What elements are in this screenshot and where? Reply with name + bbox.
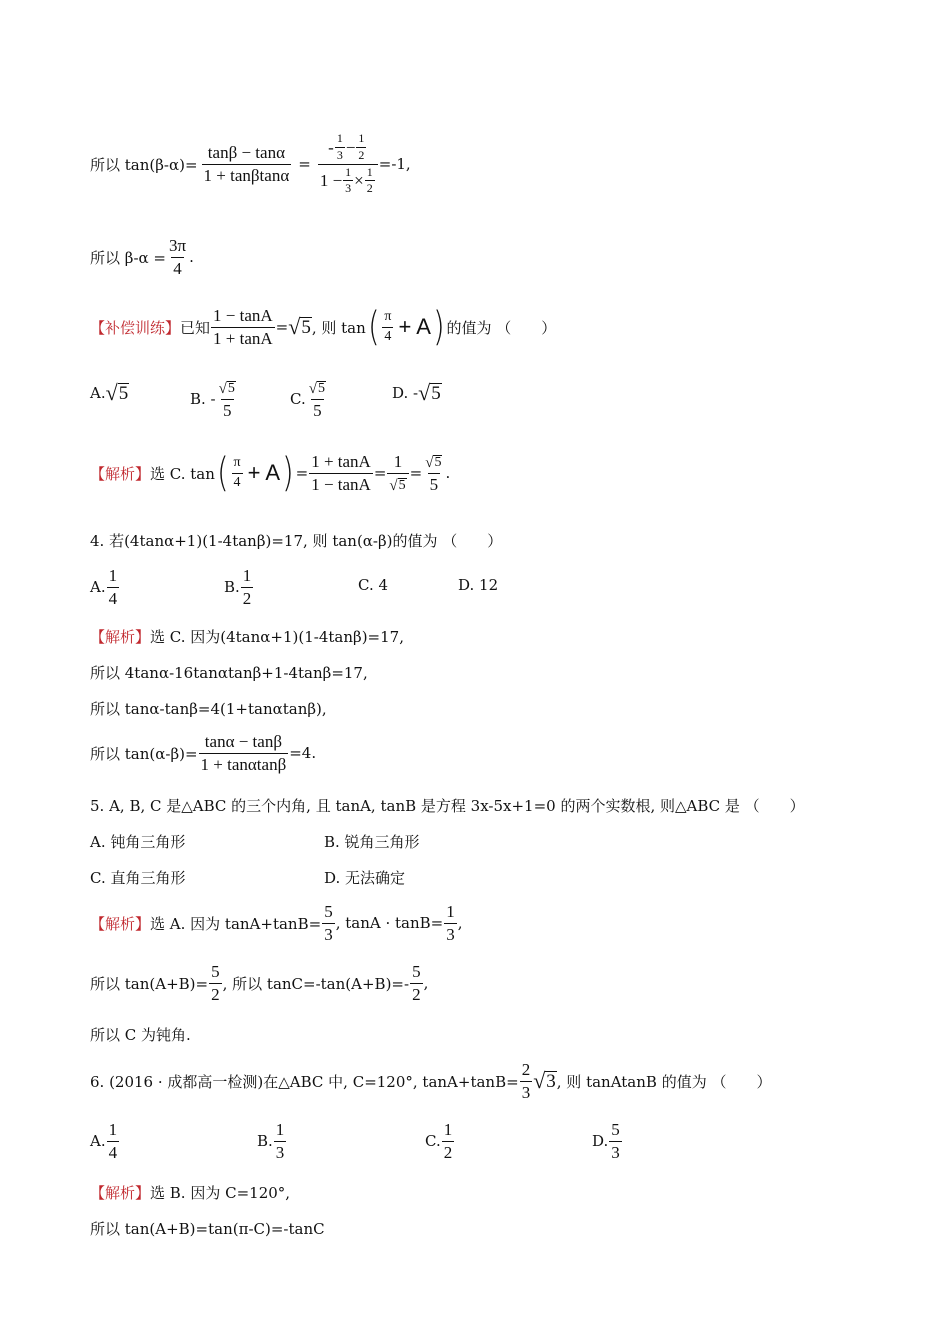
q6-option-a	[90, 1120, 120, 1162]
equals-sign: =	[373, 464, 387, 483]
fraction-denominator: 4	[108, 588, 118, 608]
plus-a: + A	[247, 460, 281, 486]
fraction-denominator: 5	[313, 400, 322, 420]
fraction-denominator: 3	[446, 924, 455, 944]
radicand: 3	[546, 1071, 556, 1093]
q6-option-d	[592, 1120, 623, 1162]
q5-solution-line-1	[90, 902, 463, 944]
option-text: D. 无法确定	[324, 869, 406, 887]
question-6	[90, 1060, 771, 1102]
solution-text: 所以 C 为钝角.	[90, 1026, 191, 1044]
minus-sign: −	[345, 137, 356, 157]
left-paren: (	[367, 304, 380, 351]
fraction-numerator: 1	[345, 164, 352, 179]
sqrt-expression: √ 5	[218, 381, 235, 397]
radicand: 5	[227, 381, 235, 397]
solution-text: 选 C. 因为(4tanα+1)(1-4tanβ)=17,	[150, 628, 404, 646]
fraction-denominator: 2	[242, 588, 252, 608]
fraction-denominator: 3	[275, 1142, 285, 1162]
option-label: C.	[290, 390, 306, 409]
fraction-numerator: 5	[611, 1120, 620, 1139]
option-text: C. 4	[358, 576, 389, 594]
fraction	[322, 902, 335, 944]
radicand: 5	[434, 455, 442, 471]
fraction-numerator: tanα − tanβ	[204, 732, 282, 751]
fraction-numerator: 5	[324, 902, 333, 921]
solution-text: ,	[457, 914, 463, 933]
fraction-numerator: 1	[393, 452, 403, 471]
fraction-denominator: 2	[366, 181, 373, 196]
fraction-denominator: 3	[324, 924, 333, 944]
solution-text: 选 A. 因为 tanA+tanB=	[150, 914, 322, 933]
q6-option-b	[257, 1120, 287, 1162]
eq1-prefix: 所以 tan(β-α)=	[90, 155, 198, 174]
fraction-denominator: 5	[223, 400, 232, 420]
fraction-denominator: 3	[345, 181, 352, 196]
q5-option-c	[90, 867, 185, 888]
question-5-text: 5. A, B, C 是△ABC 的三个内角, 且 tanA, tanB 是方程 3x-5x+1=0 的两个实数根, 则△ABC 是 （ ）	[90, 797, 805, 815]
solution-suffix: =4.	[289, 744, 317, 763]
fraction-numerator: π	[233, 455, 241, 471]
eq2-suffix: .	[189, 248, 194, 267]
radicand: 5	[301, 317, 311, 339]
fraction-denominator: 3	[521, 1082, 531, 1102]
fraction	[211, 306, 275, 348]
solution-text: 选 B. 因为 C=120°,	[150, 1184, 291, 1202]
solution-suffix: .	[445, 464, 451, 483]
radicand: 5	[431, 383, 441, 405]
right-paren: )	[281, 450, 294, 497]
fraction	[444, 902, 457, 944]
fraction-denominator: 4	[173, 258, 182, 278]
fraction	[217, 378, 238, 420]
solution-tag: 【解析】	[90, 1184, 151, 1202]
q6-solution-line-2	[90, 1218, 325, 1239]
question-prefix: 已知	[180, 318, 211, 337]
q4-solution-line-4	[90, 732, 316, 774]
solution-text: 所以 tan(A+B)=tan(π-C)=-tanC	[90, 1220, 325, 1238]
question-suffix: 的值为 （ ）	[446, 318, 557, 337]
solution-compensation	[90, 450, 451, 497]
q5-option-a	[90, 831, 185, 852]
option-d	[392, 382, 442, 404]
fraction-denominator: 1 + tanA	[213, 328, 273, 348]
q6-option-c	[425, 1120, 455, 1162]
solution-text: , tanA · tanB=	[335, 914, 444, 933]
option-b	[190, 378, 239, 420]
sqrt-expression: √ 5	[308, 381, 325, 397]
solution-text: 所以 4tanα-16tanαtanβ+1-4tanβ=17,	[90, 664, 368, 682]
plus-a: + A	[398, 314, 431, 340]
fraction-denominator: 2	[358, 147, 365, 162]
denominator-prefix: 1 −	[319, 171, 343, 191]
fraction-numerator: 1 − tanA	[213, 306, 273, 325]
option-label: C.	[425, 1132, 441, 1151]
sqrt-expression: √ 5	[425, 455, 442, 471]
option-label: D.	[592, 1132, 609, 1151]
solution-text: , 所以 tanC=-tan(A+B)=-	[222, 974, 410, 993]
fraction	[107, 566, 120, 608]
fraction-numerator: 1	[108, 566, 118, 585]
option-label: B. -	[190, 390, 216, 409]
radicand: 5	[317, 381, 325, 397]
fraction-denominator: 5	[429, 474, 439, 494]
equals-sign: =	[295, 464, 309, 483]
fraction-numerator: π	[384, 309, 392, 325]
q4-solution-line-1	[90, 626, 404, 647]
fraction	[241, 566, 254, 608]
option-label: A.	[90, 1132, 106, 1151]
fraction-numerator: 3π	[168, 236, 187, 255]
fraction	[365, 166, 375, 197]
fraction	[520, 1060, 533, 1102]
radicand: 5	[398, 477, 406, 493]
fraction	[356, 132, 366, 163]
fraction	[309, 452, 373, 494]
fraction	[202, 143, 292, 185]
sqrt-expression: √ 5	[105, 380, 129, 405]
fraction	[410, 962, 423, 1004]
fraction-denominator: 1 − tanA	[311, 474, 371, 494]
fraction	[107, 1120, 120, 1162]
q5-solution-line-2	[90, 962, 428, 1004]
fraction-numerator: 1	[242, 566, 252, 585]
fraction-denominator: 1 + tanβtanα	[203, 165, 290, 185]
fraction-denominator: 3	[611, 1142, 620, 1162]
q4-solution-line-3	[90, 698, 327, 719]
fraction	[274, 1120, 287, 1162]
q5-option-b	[324, 831, 420, 852]
solution-text: ,	[423, 974, 429, 993]
option-label: A.	[90, 384, 106, 402]
fraction-denominator: 2	[211, 984, 220, 1004]
fraction-numerator: 1	[366, 164, 373, 179]
q4-option-d	[458, 576, 498, 594]
fraction-numerator: tanβ − tanα	[207, 143, 285, 163]
fraction	[232, 455, 243, 490]
fraction	[382, 309, 393, 344]
fraction-numerator: 1	[336, 131, 343, 145]
fraction-denominator: 4	[384, 328, 392, 344]
question-4	[90, 530, 502, 551]
fraction-numerator: 1	[446, 902, 455, 921]
option-text: C. 直角三角形	[90, 869, 186, 887]
fraction-denominator: 3	[336, 147, 343, 162]
fraction-numerator: 2	[521, 1060, 531, 1079]
equation-beta-minus-alpha	[90, 236, 194, 278]
fraction	[442, 1120, 455, 1162]
fraction	[307, 378, 328, 420]
option-label: B.	[257, 1132, 273, 1151]
solution-tag: 【解析】	[90, 628, 151, 646]
option-label: D. -	[392, 384, 419, 402]
solution-tag: 【解析】	[90, 464, 151, 483]
q4-option-c	[358, 576, 388, 594]
right-paren: )	[432, 304, 445, 351]
equation-tan-beta-minus-alpha	[90, 132, 411, 196]
fraction	[167, 236, 188, 278]
fraction-numerator: 5	[412, 962, 421, 981]
option-label: B.	[224, 578, 240, 597]
q4-option-b	[224, 566, 254, 608]
question-6-prefix: 6. (2016 · 成都高一检测)在△ABC 中, C=120°, tanA+tanB=	[90, 1072, 519, 1091]
solution-text: 所以 tanα-tanβ=4(1+tanαtanβ),	[90, 700, 327, 718]
sqrt-expression: √ 3	[533, 1068, 556, 1094]
q5-option-d	[324, 867, 405, 888]
fraction-denominator: 2	[412, 984, 421, 1004]
minus-sign: -	[328, 137, 334, 157]
fraction-denominator: 4	[108, 1142, 118, 1162]
eq1-suffix: =-1,	[378, 155, 411, 174]
option-text: D. 12	[458, 576, 499, 594]
fraction	[387, 452, 408, 494]
equals-sign: =	[298, 155, 311, 174]
equals-sign: =	[275, 318, 289, 337]
fraction-numerator: 1 + tanA	[311, 452, 371, 471]
q4-solution-line-2	[90, 662, 368, 683]
sqrt-expression: √ 5	[288, 314, 311, 340]
question-middle: , 则 tan	[311, 318, 366, 337]
fraction	[609, 1120, 622, 1162]
fraction-denominator: 1 + tanαtanβ	[200, 754, 287, 774]
fraction	[343, 166, 353, 197]
question-4-text: 4. 若(4tanα+1)(1-4tanβ)=17, 则 tan(α-β)的值为 （ ）	[90, 532, 503, 550]
fraction-numerator: 1	[108, 1120, 118, 1139]
solution-tag: 【解析】	[90, 914, 151, 933]
q5-solution-line-3	[90, 1024, 191, 1045]
fraction	[199, 732, 289, 774]
fraction-numerator: 1	[443, 1120, 453, 1139]
equals-sign: =	[409, 464, 423, 483]
compound-fraction	[318, 132, 378, 196]
fraction-numerator: 1	[275, 1120, 285, 1139]
option-text: A. 钝角三角形	[90, 833, 186, 851]
eq2-prefix: 所以 β-α =	[90, 248, 166, 267]
option-c	[290, 378, 329, 420]
solution-text: 所以 tan(A+B)=	[90, 974, 209, 993]
question-5	[90, 795, 805, 816]
fraction	[423, 452, 444, 494]
solution-prefix: 选 C. tan	[150, 464, 215, 483]
radicand: 5	[118, 383, 129, 405]
sqrt-expression: √ 5	[418, 380, 441, 405]
option-a	[90, 382, 129, 404]
compensation-question	[90, 304, 557, 351]
fraction-denominator: 2	[443, 1142, 453, 1162]
question-6-suffix: , 则 tanAtanB 的值为 （ ）	[556, 1072, 772, 1091]
sqrt-expression: √ 5	[389, 477, 406, 494]
left-paren: (	[216, 450, 229, 497]
fraction-numerator: 1	[358, 131, 365, 145]
q6-solution-line-1	[90, 1182, 290, 1203]
compensation-tag: 【补偿训练】	[90, 318, 181, 337]
fraction-numerator: 5	[211, 962, 220, 981]
fraction	[209, 962, 222, 1004]
option-text: B. 锐角三角形	[324, 833, 420, 851]
q4-option-a	[90, 566, 120, 608]
fraction-denominator: 4	[233, 474, 241, 490]
option-label: A.	[90, 578, 106, 597]
times-sign: ×	[354, 171, 364, 191]
fraction	[335, 132, 345, 163]
solution-prefix: 所以 tan(α-β)=	[90, 744, 198, 763]
